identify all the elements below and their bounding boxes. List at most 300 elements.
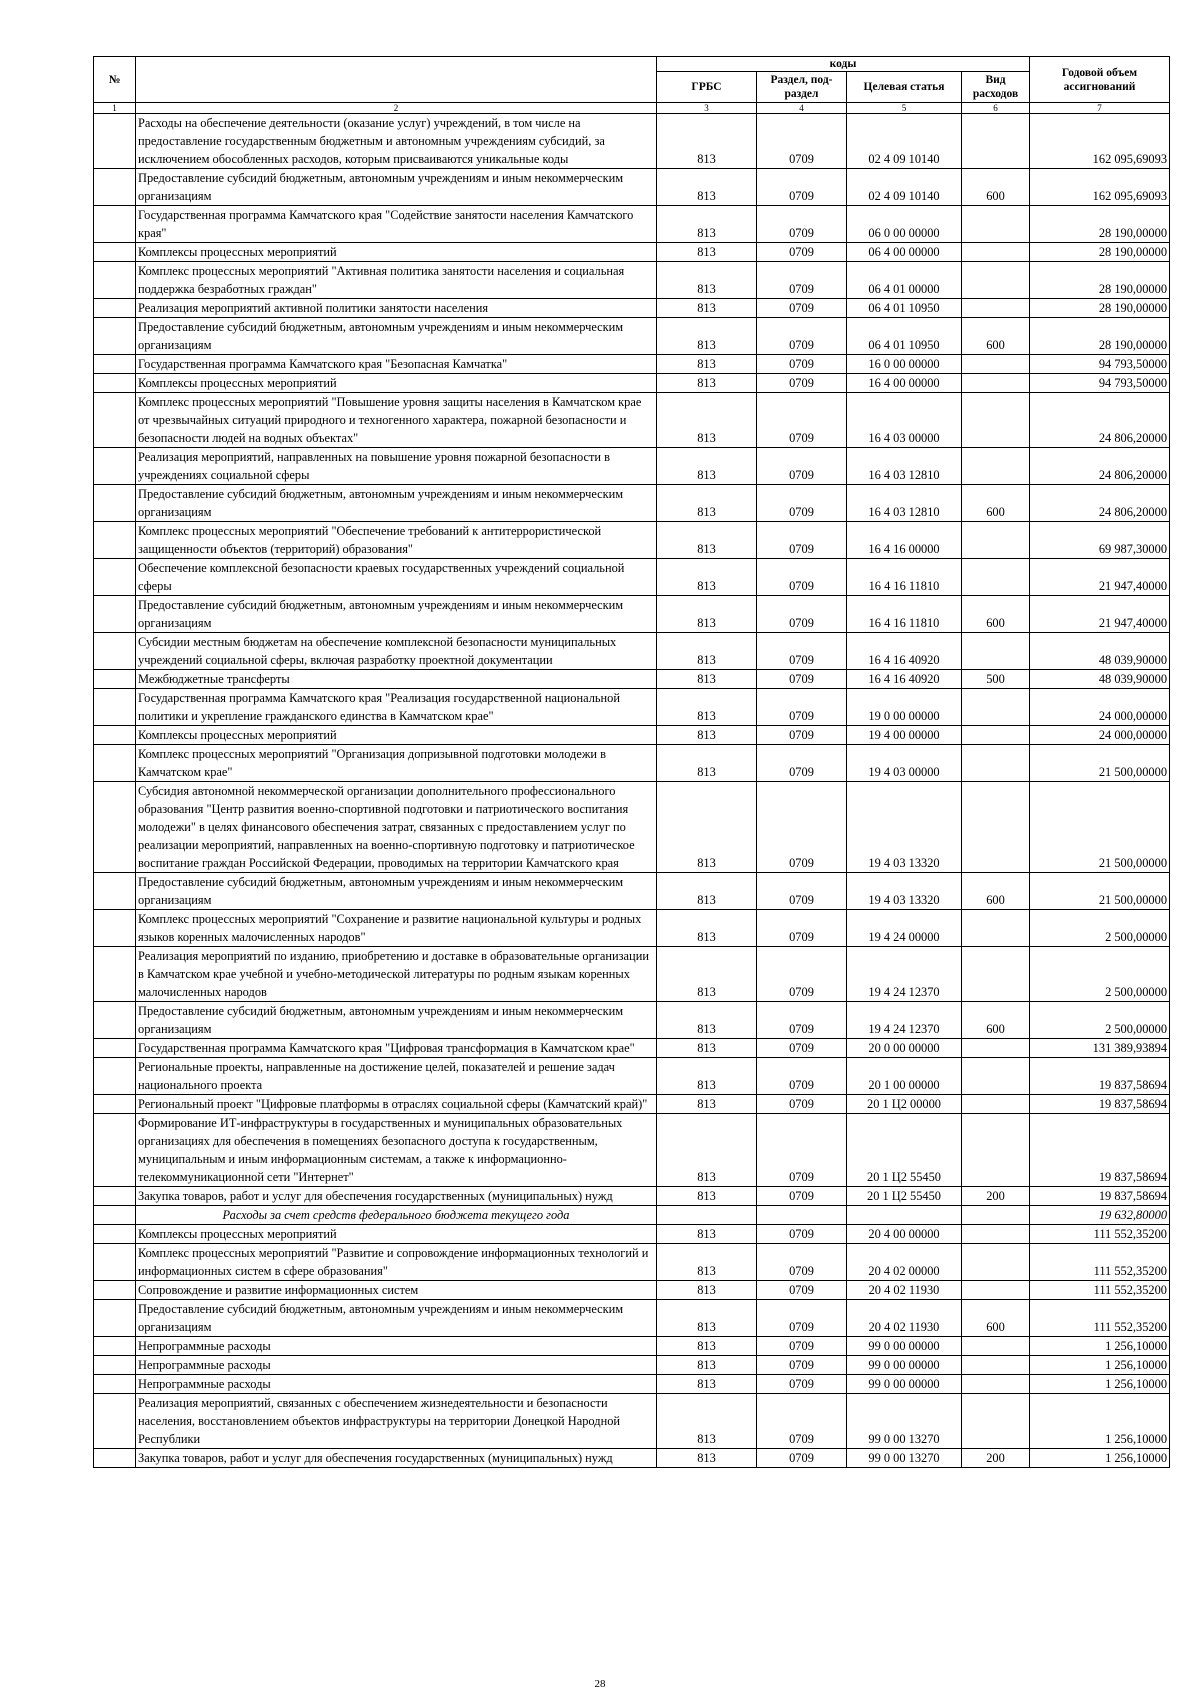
table-row — [94, 689, 1170, 726]
row-number — [94, 1394, 136, 1449]
row-expense-type: 600 — [962, 169, 1030, 206]
row-grbs: 813 — [657, 1187, 757, 1206]
row-section: 0709 — [757, 114, 847, 169]
table-row — [94, 485, 1170, 522]
row-name: Расходы на обеспечение деятельности (оказание услуг) учреждений, в том числе на предоставление государственным бюджетным и автономным учреждениям субсидий, за исключением обособленных расходов, которым присваиваются уникальные коды — [136, 114, 657, 169]
row-section: 0709 — [757, 689, 847, 726]
row-amount: 28 190,00000 — [1030, 262, 1170, 299]
row-amount: 28 190,00000 — [1030, 243, 1170, 262]
row-target-article: 06 4 01 10950 — [847, 299, 962, 318]
row-amount: 48 039,90000 — [1030, 670, 1170, 689]
table-row — [94, 745, 1170, 782]
row-amount: 24 000,00000 — [1030, 726, 1170, 745]
row-name: Непрограммные расходы — [136, 1337, 657, 1356]
row-name: Комплекс процессных мероприятий "Обеспечение требований к антитеррористической защищенности объектов (территорий) образования" — [136, 522, 657, 559]
row-amount: 1 256,10000 — [1030, 1356, 1170, 1375]
row-name: Непрограммные расходы — [136, 1375, 657, 1394]
row-amount: 28 190,00000 — [1030, 299, 1170, 318]
row-target-article: 20 1 Ц2 00000 — [847, 1095, 962, 1114]
row-section: 0709 — [757, 1225, 847, 1244]
row-section: 0709 — [757, 318, 847, 355]
row-grbs: 813 — [657, 169, 757, 206]
row-number — [94, 318, 136, 355]
row-grbs: 813 — [657, 873, 757, 910]
table-row — [94, 1039, 1170, 1058]
row-name: Комплексы процессных мероприятий — [136, 1225, 657, 1244]
row-target-article: 19 4 03 00000 — [847, 745, 962, 782]
row-grbs — [657, 1206, 757, 1225]
row-amount: 28 190,00000 — [1030, 318, 1170, 355]
table-row — [94, 910, 1170, 947]
row-amount: 21 947,40000 — [1030, 596, 1170, 633]
column-index-cell: 4 — [757, 103, 847, 114]
row-name: Комплексы процессных мероприятий — [136, 243, 657, 262]
row-grbs: 813 — [657, 262, 757, 299]
row-section: 0709 — [757, 782, 847, 873]
row-grbs: 813 — [657, 1394, 757, 1449]
row-number — [94, 114, 136, 169]
row-target-article: 99 0 00 13270 — [847, 1394, 962, 1449]
row-section: 0709 — [757, 374, 847, 393]
row-name: Комплекс процессных мероприятий "Организация допризывной подготовки молодежи в Камчатском крае" — [136, 745, 657, 782]
header-number: № — [94, 57, 136, 103]
row-section: 0709 — [757, 947, 847, 1002]
row-name: Формирование ИТ-инфраструктуры в государственных и муниципальных образовательных организациях для обеспечения в помещениях безопасного доступа к государственным, муниципальным и иным информационным системам, а также к информационно-телекоммуникационной сети "Интернет" — [136, 1114, 657, 1187]
row-amount: 1 256,10000 — [1030, 1394, 1170, 1449]
row-amount: 111 552,35200 — [1030, 1300, 1170, 1337]
table-body — [94, 114, 1170, 1468]
row-target-article: 06 4 01 10950 — [847, 318, 962, 355]
row-grbs: 813 — [657, 782, 757, 873]
row-expense-type — [962, 1281, 1030, 1300]
row-grbs: 813 — [657, 670, 757, 689]
table-row — [94, 947, 1170, 1002]
row-grbs: 813 — [657, 1281, 757, 1300]
row-expense-type: 600 — [962, 485, 1030, 522]
row-number — [94, 633, 136, 670]
row-section: 0709 — [757, 1039, 847, 1058]
header-target-article: Целевая статья — [847, 72, 962, 103]
table-row — [94, 633, 1170, 670]
row-name: Комплексы процессных мероприятий — [136, 726, 657, 745]
row-name: Непрограммные расходы — [136, 1356, 657, 1375]
row-amount: 1 256,10000 — [1030, 1449, 1170, 1468]
row-grbs: 813 — [657, 1244, 757, 1281]
row-target-article: 16 4 16 11810 — [847, 596, 962, 633]
row-expense-type — [962, 1039, 1030, 1058]
row-expense-type — [962, 947, 1030, 1002]
row-expense-type: 600 — [962, 1300, 1030, 1337]
table-row — [94, 1002, 1170, 1039]
row-target-article: 02 4 09 10140 — [847, 169, 962, 206]
row-expense-type — [962, 393, 1030, 448]
row-number — [94, 169, 136, 206]
row-section: 0709 — [757, 596, 847, 633]
row-expense-type: 600 — [962, 1002, 1030, 1039]
row-expense-type — [962, 262, 1030, 299]
row-section: 0709 — [757, 559, 847, 596]
table-row — [94, 206, 1170, 243]
row-grbs: 813 — [657, 114, 757, 169]
row-expense-type — [962, 910, 1030, 947]
row-expense-type — [962, 448, 1030, 485]
row-amount: 19 837,58694 — [1030, 1058, 1170, 1095]
row-amount: 24 000,00000 — [1030, 689, 1170, 726]
row-target-article: 19 4 24 12370 — [847, 947, 962, 1002]
row-expense-type — [962, 726, 1030, 745]
table-row — [94, 448, 1170, 485]
row-section: 0709 — [757, 726, 847, 745]
row-name: Региональный проект "Цифровые платформы в отраслях социальной сферы (Камчатский край)" — [136, 1095, 657, 1114]
row-amount: 21 500,00000 — [1030, 745, 1170, 782]
row-grbs: 813 — [657, 243, 757, 262]
row-name: Региональные проекты, направленные на достижение целей, показателей и решение задач национального проекта — [136, 1058, 657, 1095]
row-grbs: 813 — [657, 1058, 757, 1095]
row-name: Сопровождение и развитие информационных систем — [136, 1281, 657, 1300]
row-name: Межбюджетные трансферты — [136, 670, 657, 689]
row-target-article: 16 4 16 40920 — [847, 670, 962, 689]
row-target-article: 19 4 03 13320 — [847, 782, 962, 873]
row-number — [94, 1039, 136, 1058]
row-number — [94, 374, 136, 393]
row-grbs: 813 — [657, 206, 757, 243]
row-amount: 24 806,20000 — [1030, 485, 1170, 522]
row-target-article: 16 4 03 12810 — [847, 485, 962, 522]
row-section — [757, 1206, 847, 1225]
row-grbs: 813 — [657, 318, 757, 355]
table-row — [94, 1244, 1170, 1281]
row-name: Комплекс процессных мероприятий "Сохранение и развитие национальной культуры и родных языков коренных малочисленных народов" — [136, 910, 657, 947]
row-expense-type — [962, 1337, 1030, 1356]
row-grbs: 813 — [657, 374, 757, 393]
row-amount: 69 987,30000 — [1030, 522, 1170, 559]
row-expense-type — [962, 355, 1030, 374]
row-number — [94, 1356, 136, 1375]
row-amount: 19 837,58694 — [1030, 1114, 1170, 1187]
row-target-article: 20 4 02 11930 — [847, 1300, 962, 1337]
row-expense-type: 500 — [962, 670, 1030, 689]
row-name: Реализация мероприятий, направленных на повышение уровня пожарной безопасности в учреждениях социальной сферы — [136, 448, 657, 485]
row-amount: 2 500,00000 — [1030, 947, 1170, 1002]
row-target-article: 16 4 03 12810 — [847, 448, 962, 485]
row-number — [94, 522, 136, 559]
row-name: Комплекс процессных мероприятий "Повышение уровня защиты населения в Камчатском крае от чрезвычайных ситуаций природного и техногенного характера, пожарной безопасности и безопасности людей на водных объектах" — [136, 393, 657, 448]
row-amount: 19 837,58694 — [1030, 1187, 1170, 1206]
row-grbs: 813 — [657, 485, 757, 522]
row-section: 0709 — [757, 243, 847, 262]
row-grbs: 813 — [657, 1095, 757, 1114]
row-target-article: 19 4 24 00000 — [847, 910, 962, 947]
column-index-cell: 2 — [136, 103, 657, 114]
row-section: 0709 — [757, 1281, 847, 1300]
row-expense-type — [962, 243, 1030, 262]
row-number — [94, 1375, 136, 1394]
row-name: Реализация мероприятий, связанных с обеспечением жизнедеятельности и безопасности населения, восстановлением объектов инфраструктуры на территории Донецкой Народной Республики — [136, 1394, 657, 1449]
row-name: Реализация мероприятий активной политики занятости населения — [136, 299, 657, 318]
row-target-article: 02 4 09 10140 — [847, 114, 962, 169]
row-section: 0709 — [757, 910, 847, 947]
row-target-article — [847, 1206, 962, 1225]
column-index-cell: 1 — [94, 103, 136, 114]
header-section: Раздел, под-раздел — [757, 72, 847, 103]
row-grbs: 813 — [657, 522, 757, 559]
table-row — [94, 1356, 1170, 1375]
row-grbs: 813 — [657, 1337, 757, 1356]
row-amount: 1 256,10000 — [1030, 1337, 1170, 1356]
row-grbs: 813 — [657, 1039, 757, 1058]
table-row — [94, 1281, 1170, 1300]
header-expense-type: Вид расходов — [962, 72, 1030, 103]
row-section: 0709 — [757, 1095, 847, 1114]
row-name: Предоставление субсидий бюджетным, автономным учреждениям и иным некоммерческим организациям — [136, 1300, 657, 1337]
row-section: 0709 — [757, 1114, 847, 1187]
row-expense-type — [962, 1225, 1030, 1244]
row-section: 0709 — [757, 670, 847, 689]
row-grbs: 813 — [657, 299, 757, 318]
row-name: Закупка товаров, работ и услуг для обеспечения государственных (муниципальных) нужд — [136, 1449, 657, 1468]
column-index-cell: 7 — [1030, 103, 1170, 114]
row-name: Предоставление субсидий бюджетным, автономным учреждениям и иным некоммерческим организациям — [136, 485, 657, 522]
row-grbs: 813 — [657, 596, 757, 633]
table-row — [94, 726, 1170, 745]
page-number: 28 — [594, 1678, 606, 1690]
row-amount: 48 039,90000 — [1030, 633, 1170, 670]
row-grbs: 813 — [657, 947, 757, 1002]
table-row — [94, 1225, 1170, 1244]
row-grbs: 813 — [657, 448, 757, 485]
row-number — [94, 262, 136, 299]
row-number — [94, 559, 136, 596]
table-row — [94, 355, 1170, 374]
row-number — [94, 243, 136, 262]
table-row — [94, 559, 1170, 596]
row-expense-type — [962, 1375, 1030, 1394]
row-section: 0709 — [757, 393, 847, 448]
table-row — [94, 782, 1170, 873]
row-number — [94, 1449, 136, 1468]
row-number — [94, 726, 136, 745]
column-index-cell: 3 — [657, 103, 757, 114]
table-row — [94, 318, 1170, 355]
row-number — [94, 1225, 136, 1244]
row-name: Предоставление субсидий бюджетным, автономным учреждениям и иным некоммерческим организациям — [136, 596, 657, 633]
row-section: 0709 — [757, 1394, 847, 1449]
row-grbs: 813 — [657, 689, 757, 726]
row-expense-type — [962, 1206, 1030, 1225]
row-section: 0709 — [757, 1337, 847, 1356]
row-number — [94, 1281, 136, 1300]
row-section: 0709 — [757, 1449, 847, 1468]
row-target-article: 16 4 16 40920 — [847, 633, 962, 670]
row-grbs: 813 — [657, 745, 757, 782]
row-expense-type: 600 — [962, 596, 1030, 633]
row-section: 0709 — [757, 1002, 847, 1039]
table-row — [94, 1114, 1170, 1187]
row-number — [94, 1300, 136, 1337]
row-grbs: 813 — [657, 910, 757, 947]
row-amount: 111 552,35200 — [1030, 1281, 1170, 1300]
row-section: 0709 — [757, 485, 847, 522]
column-index-cell: 5 — [847, 103, 962, 114]
row-target-article: 20 4 02 00000 — [847, 1244, 962, 1281]
row-target-article: 20 1 00 00000 — [847, 1058, 962, 1095]
row-grbs: 813 — [657, 1114, 757, 1187]
table-row — [94, 522, 1170, 559]
column-index-row — [94, 103, 1170, 114]
row-number — [94, 1244, 136, 1281]
row-expense-type — [962, 1114, 1030, 1187]
row-name: Обеспечение комплексной безопасности краевых государственных учреждений социальной сферы — [136, 559, 657, 596]
row-target-article: 16 4 16 00000 — [847, 522, 962, 559]
table-row — [94, 1187, 1170, 1206]
row-section: 0709 — [757, 1187, 847, 1206]
row-section: 0709 — [757, 448, 847, 485]
row-number — [94, 1206, 136, 1225]
row-number — [94, 596, 136, 633]
row-name: Государственная программа Камчатского края "Содействие занятости населения Камчатского края" — [136, 206, 657, 243]
row-amount: 162 095,69093 — [1030, 169, 1170, 206]
row-target-article: 19 0 00 00000 — [847, 689, 962, 726]
row-expense-type: 600 — [962, 873, 1030, 910]
row-expense-type — [962, 1244, 1030, 1281]
row-section: 0709 — [757, 873, 847, 910]
row-expense-type — [962, 1356, 1030, 1375]
row-name: Предоставление субсидий бюджетным, автономным учреждениям и иным некоммерческим организациям — [136, 169, 657, 206]
table-row — [94, 1206, 1170, 1225]
row-expense-type: 200 — [962, 1449, 1030, 1468]
row-number — [94, 393, 136, 448]
row-grbs: 813 — [657, 1002, 757, 1039]
table-row — [94, 1449, 1170, 1468]
row-number — [94, 947, 136, 1002]
row-section: 0709 — [757, 262, 847, 299]
row-expense-type — [962, 1058, 1030, 1095]
row-amount: 19 837,58694 — [1030, 1095, 1170, 1114]
row-amount: 28 190,00000 — [1030, 206, 1170, 243]
row-name: Комплекс процессных мероприятий "Активная политика занятости населения и социальная поддержка безработных граждан" — [136, 262, 657, 299]
row-grbs: 813 — [657, 726, 757, 745]
table-row — [94, 374, 1170, 393]
table-row — [94, 1337, 1170, 1356]
row-name: Расходы за счет средств федерального бюджета текущего года — [136, 1206, 657, 1225]
row-name: Закупка товаров, работ и услуг для обеспечения государственных (муниципальных) нужд — [136, 1187, 657, 1206]
row-expense-type — [962, 782, 1030, 873]
row-amount: 1 256,10000 — [1030, 1375, 1170, 1394]
row-name: Государственная программа Камчатского края "Безопасная Камчатка" — [136, 355, 657, 374]
row-number — [94, 689, 136, 726]
row-expense-type — [962, 206, 1030, 243]
table-row — [94, 262, 1170, 299]
table-row — [94, 596, 1170, 633]
row-target-article: 06 0 00 00000 — [847, 206, 962, 243]
row-grbs: 813 — [657, 1225, 757, 1244]
row-expense-type: 200 — [962, 1187, 1030, 1206]
row-target-article: 16 0 00 00000 — [847, 355, 962, 374]
header-annual-amount: Годовой объем ассигнований — [1030, 57, 1170, 103]
row-target-article: 06 4 01 00000 — [847, 262, 962, 299]
row-name: Комплексы процессных мероприятий — [136, 374, 657, 393]
row-target-article: 20 0 00 00000 — [847, 1039, 962, 1058]
row-target-article: 99 0 00 13270 — [847, 1449, 962, 1468]
row-expense-type: 600 — [962, 318, 1030, 355]
row-amount: 162 095,69093 — [1030, 114, 1170, 169]
row-name: Реализация мероприятий по изданию, приобретению и доставке в образовательные организации в Камчатском крае учебной и учебно-методической литературы по родным языкам коренных малочисленных народов — [136, 947, 657, 1002]
row-target-article: 16 4 00 00000 — [847, 374, 962, 393]
row-name: Предоставление субсидий бюджетным, автономным учреждениям и иным некоммерческим организациям — [136, 873, 657, 910]
row-amount: 94 793,50000 — [1030, 374, 1170, 393]
row-target-article: 99 0 00 00000 — [847, 1375, 962, 1394]
row-number — [94, 1095, 136, 1114]
row-amount: 21 947,40000 — [1030, 559, 1170, 596]
row-number — [94, 670, 136, 689]
row-number — [94, 1114, 136, 1187]
row-section: 0709 — [757, 522, 847, 559]
row-number — [94, 1337, 136, 1356]
row-amount: 2 500,00000 — [1030, 910, 1170, 947]
row-name: Предоставление субсидий бюджетным, автономным учреждениям и иным некоммерческим организациям — [136, 1002, 657, 1039]
row-expense-type — [962, 633, 1030, 670]
row-amount: 131 389,93894 — [1030, 1039, 1170, 1058]
row-section: 0709 — [757, 1058, 847, 1095]
row-amount: 111 552,35200 — [1030, 1244, 1170, 1281]
row-target-article: 20 1 Ц2 55450 — [847, 1187, 962, 1206]
row-section: 0709 — [757, 1375, 847, 1394]
row-target-article: 19 4 03 13320 — [847, 873, 962, 910]
row-section: 0709 — [757, 1356, 847, 1375]
row-grbs: 813 — [657, 355, 757, 374]
row-expense-type — [962, 114, 1030, 169]
row-name: Субсидия автономной некоммерческой организации дополнительного профессионального образования "Центр развития военно-спортивной подготовки и патриотического воспитания молодежи" в целях финансового обеспечения затрат, связанных с предоставлением услуг по реализации мероприятий, направленных на военно-спортивную подготовку и патриотическое воспитание граждан Российской Федерации, проводимых на территории Камчатского края — [136, 782, 657, 873]
table-row — [94, 873, 1170, 910]
row-section: 0709 — [757, 1244, 847, 1281]
row-number — [94, 355, 136, 374]
row-number — [94, 910, 136, 947]
table-row — [94, 243, 1170, 262]
row-section: 0709 — [757, 745, 847, 782]
row-target-article: 20 4 00 00000 — [847, 1225, 962, 1244]
table-row — [94, 299, 1170, 318]
row-amount: 2 500,00000 — [1030, 1002, 1170, 1039]
row-number — [94, 448, 136, 485]
table-row — [94, 114, 1170, 169]
header-name-blank — [136, 57, 657, 103]
row-expense-type — [962, 745, 1030, 782]
row-target-article: 99 0 00 00000 — [847, 1356, 962, 1375]
row-target-article: 20 4 02 11930 — [847, 1281, 962, 1300]
row-amount: 19 632,80000 — [1030, 1206, 1170, 1225]
row-number — [94, 485, 136, 522]
table-row — [94, 670, 1170, 689]
header-grbs: ГРБС — [657, 72, 757, 103]
row-number — [94, 1002, 136, 1039]
table-row — [94, 1095, 1170, 1114]
row-name: Государственная программа Камчатского края "Цифровая трансформация в Камчатском крае" — [136, 1039, 657, 1058]
table-row — [94, 169, 1170, 206]
column-index-cell: 6 — [962, 103, 1030, 114]
row-target-article: 19 4 24 12370 — [847, 1002, 962, 1039]
row-grbs: 813 — [657, 1300, 757, 1337]
row-target-article: 19 4 00 00000 — [847, 726, 962, 745]
row-grbs: 813 — [657, 559, 757, 596]
row-number — [94, 873, 136, 910]
row-number — [94, 206, 136, 243]
row-expense-type — [962, 689, 1030, 726]
row-grbs: 813 — [657, 1356, 757, 1375]
row-number — [94, 745, 136, 782]
row-name: Комплекс процессных мероприятий "Развитие и сопровождение информационных технологий и информационных систем в сфере образования" — [136, 1244, 657, 1281]
row-section: 0709 — [757, 355, 847, 374]
row-section: 0709 — [757, 299, 847, 318]
